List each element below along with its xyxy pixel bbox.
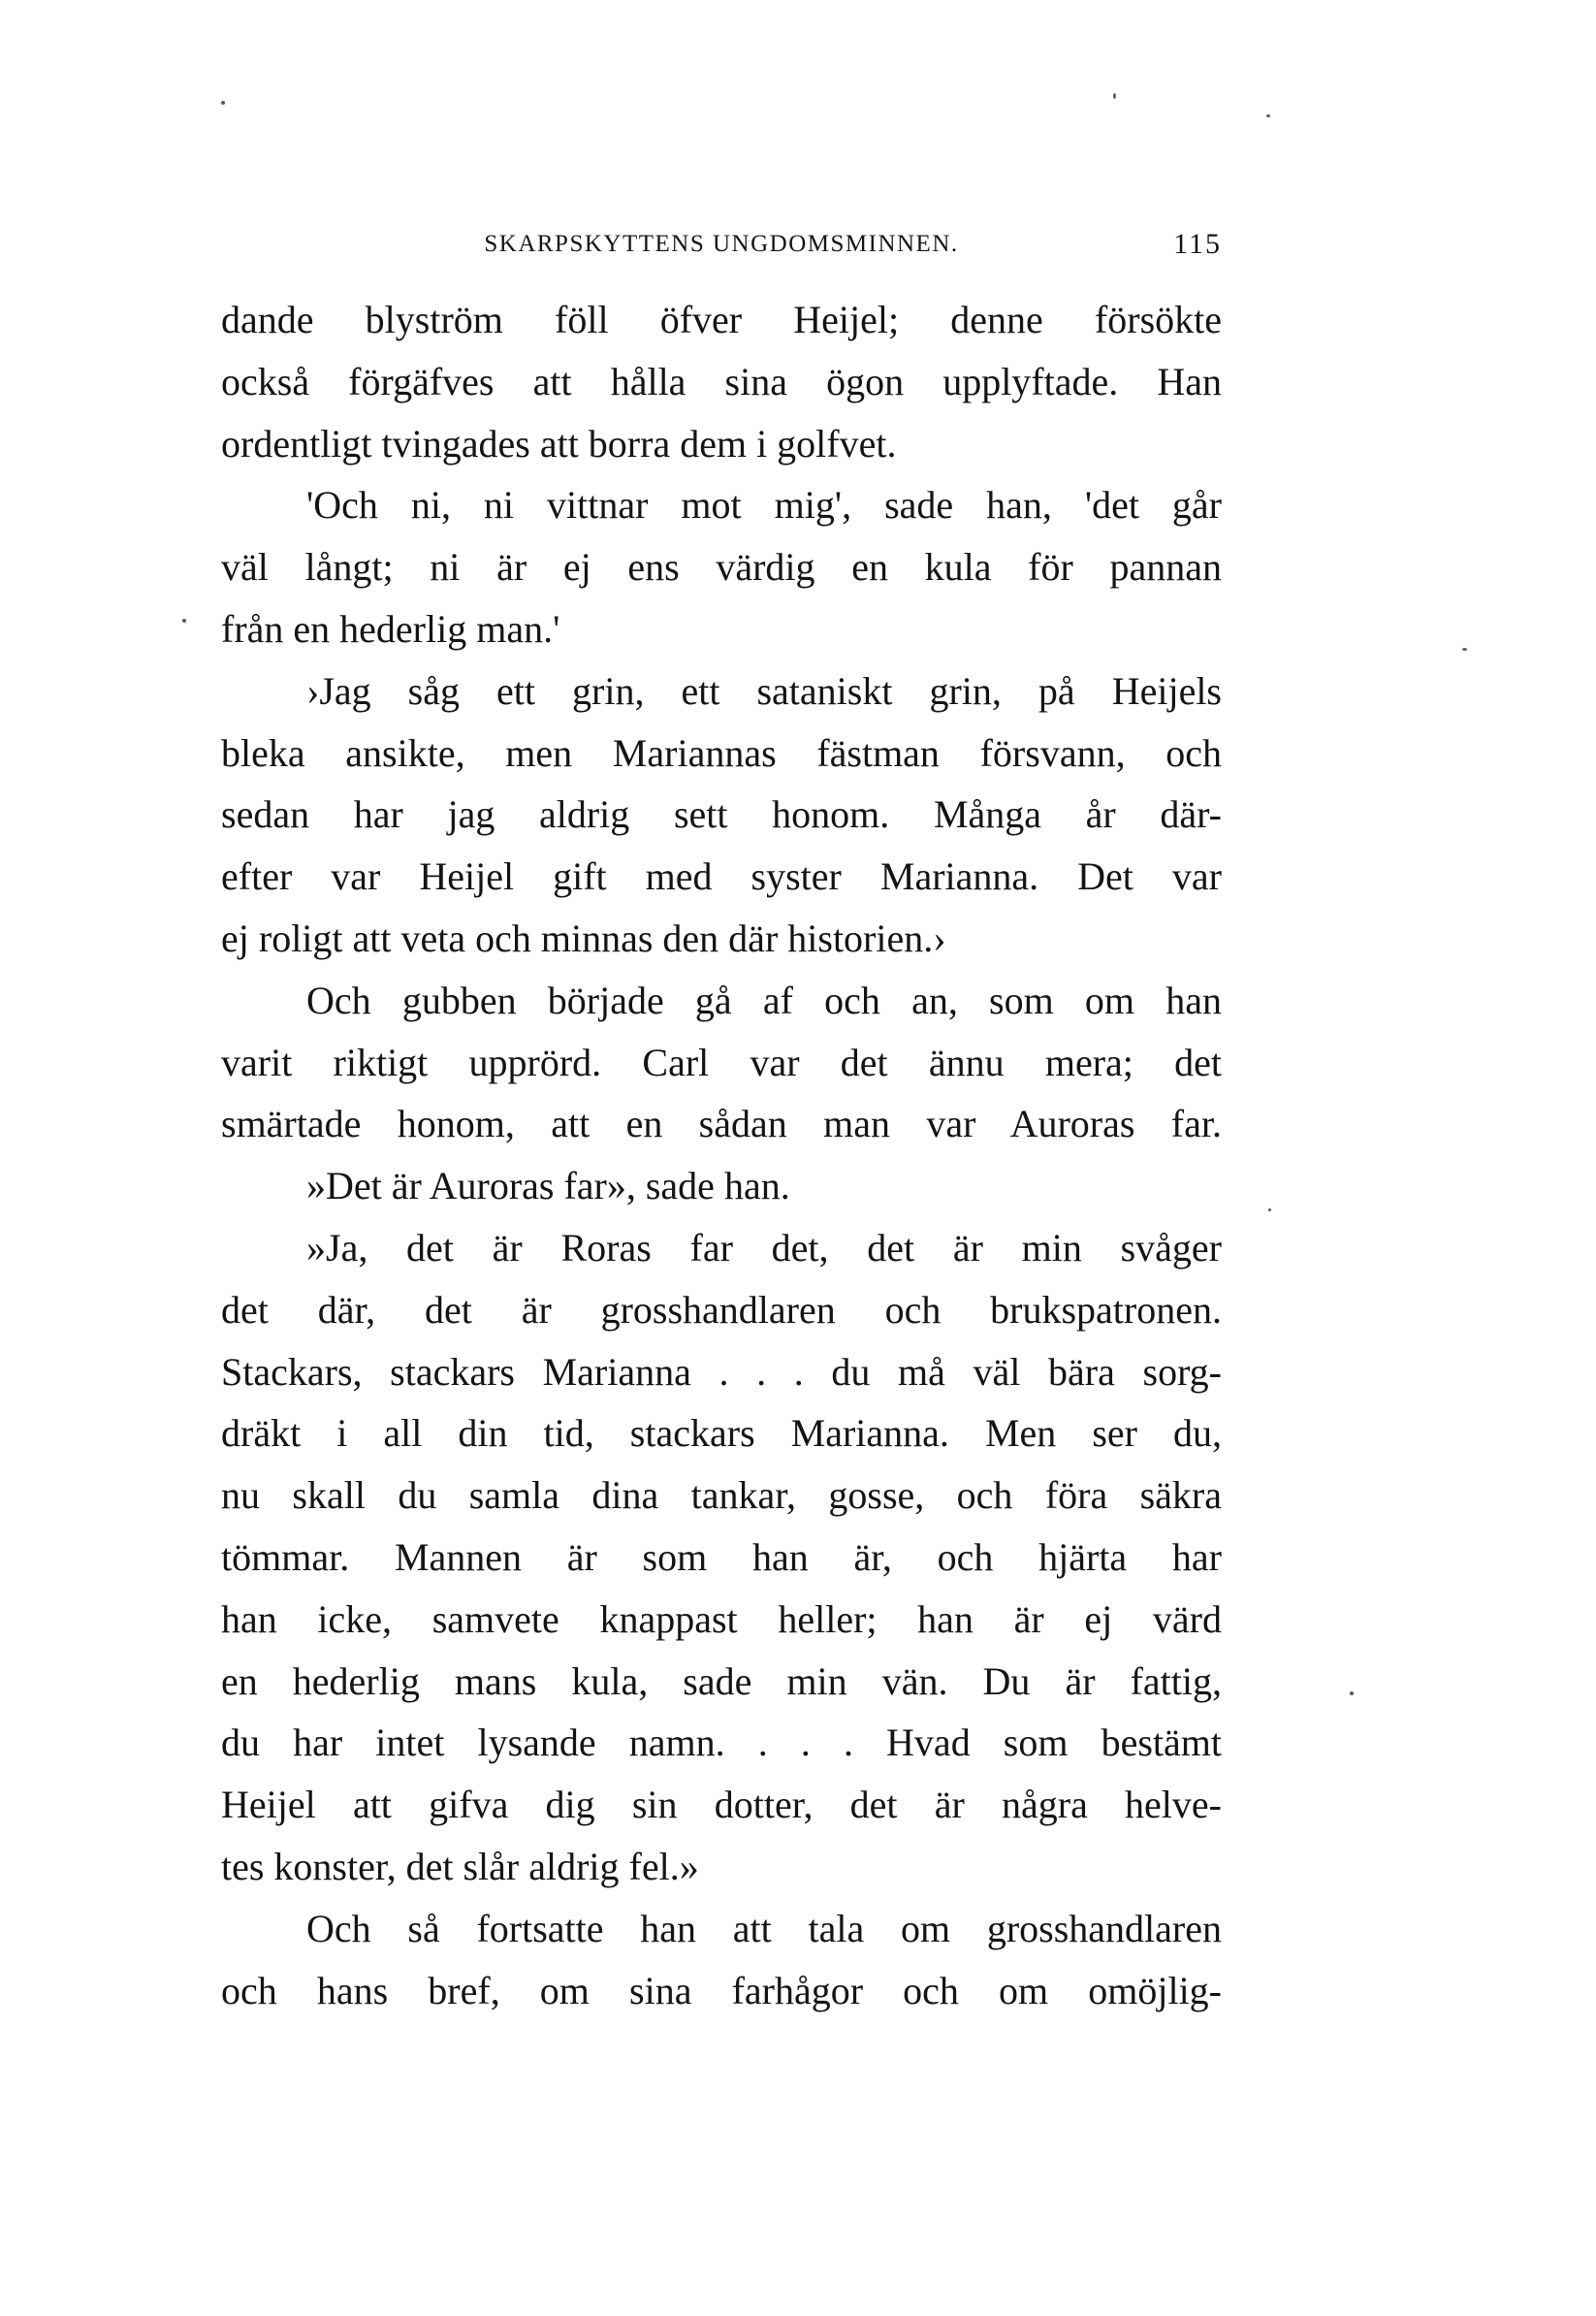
text-line: »Ja, det är Roras far det, det är min svåger — [306, 1225, 1222, 1270]
page-number: 115 — [1173, 228, 1222, 260]
text-line: dräkt i all din tid, stackars Marianna. Men ser du, — [221, 1411, 1222, 1456]
text-line: en hederlig mans kula, sade min vän. Du är fattig, — [221, 1658, 1222, 1703]
text-line: smärtade honom, att en sådan man var Auroras far. — [221, 1102, 1222, 1146]
text-line: också förgäfves att hålla sina ögon upplyftade. Han — [221, 359, 1222, 403]
text-line: Stackars, stackars Marianna . . . du må väl bära sorg- — [221, 1349, 1222, 1394]
text-line: från en hederlig man.' — [221, 606, 560, 651]
scan-speck — [1462, 648, 1467, 651]
text-line: det där, det är grosshandlaren och brukspatronen. — [221, 1287, 1222, 1332]
scan-speck — [1266, 114, 1270, 117]
text-line: varit riktigt upprörd. Carl var det ännu mera; det — [221, 1040, 1222, 1084]
scan-speck — [1350, 1691, 1354, 1695]
text-line: han icke, samvete knappast heller; han är ej värd — [221, 1596, 1222, 1641]
scan-speck — [221, 101, 225, 105]
text-line: nu skall du samla dina tankar, gosse, och föra säkra — [221, 1473, 1222, 1518]
scan-speck — [1268, 1208, 1271, 1211]
text-line: väl långt; ni är ej ens värdig en kula för pannan — [221, 545, 1222, 590]
text-line: ›Jag såg ett grin, ett sataniskt grin, på Heijels — [306, 668, 1222, 713]
text-line: efter var Heijel gift med syster Marianna. Det var — [221, 854, 1222, 899]
text-line: Och gubben började gå af och an, som om han — [306, 978, 1222, 1022]
text-line: bleka ansikte, men Mariannas fästman försvann, och — [221, 730, 1222, 775]
text-line: du har intet lysande namn. . . . Hvad som bestämt — [221, 1721, 1222, 1765]
text-line: tes konster, det slår aldrig fel.» — [221, 1844, 699, 1888]
text-line: ej roligt att veta och minnas den där historien.› — [221, 916, 946, 960]
text-line: ordentligt tvingades att borra dem i golfvet. — [221, 421, 897, 466]
text-line: sedan har jag aldrig sett honom. Många år där- — [221, 792, 1222, 837]
text-line: »Det är Auroras far», sade han. — [306, 1164, 790, 1208]
text-line: och hans bref, om sina farhågor och om omöjlig- — [221, 1968, 1222, 2012]
text-line: tömmar. Mannen är som han är, och hjärta har — [221, 1534, 1222, 1579]
running-title: SKARPSKYTTENS UNGDOMSMINNEN. — [484, 231, 959, 257]
text-line: Heijel att gifva dig sin dotter, det är några helve- — [221, 1783, 1222, 1827]
text-line: Och så fortsatte han att tala om grosshandlaren — [306, 1906, 1222, 1950]
scan-speck — [1113, 93, 1116, 99]
scan-speck — [182, 619, 186, 623]
text-line: dande blyström föll öfver Heijel; denne försökte — [221, 298, 1222, 341]
page-header — [221, 225, 1222, 264]
text-line: 'Och ni, ni vittnar mot mig', sade han, 'det går — [306, 483, 1222, 528]
body-text — [221, 289, 1222, 2021]
